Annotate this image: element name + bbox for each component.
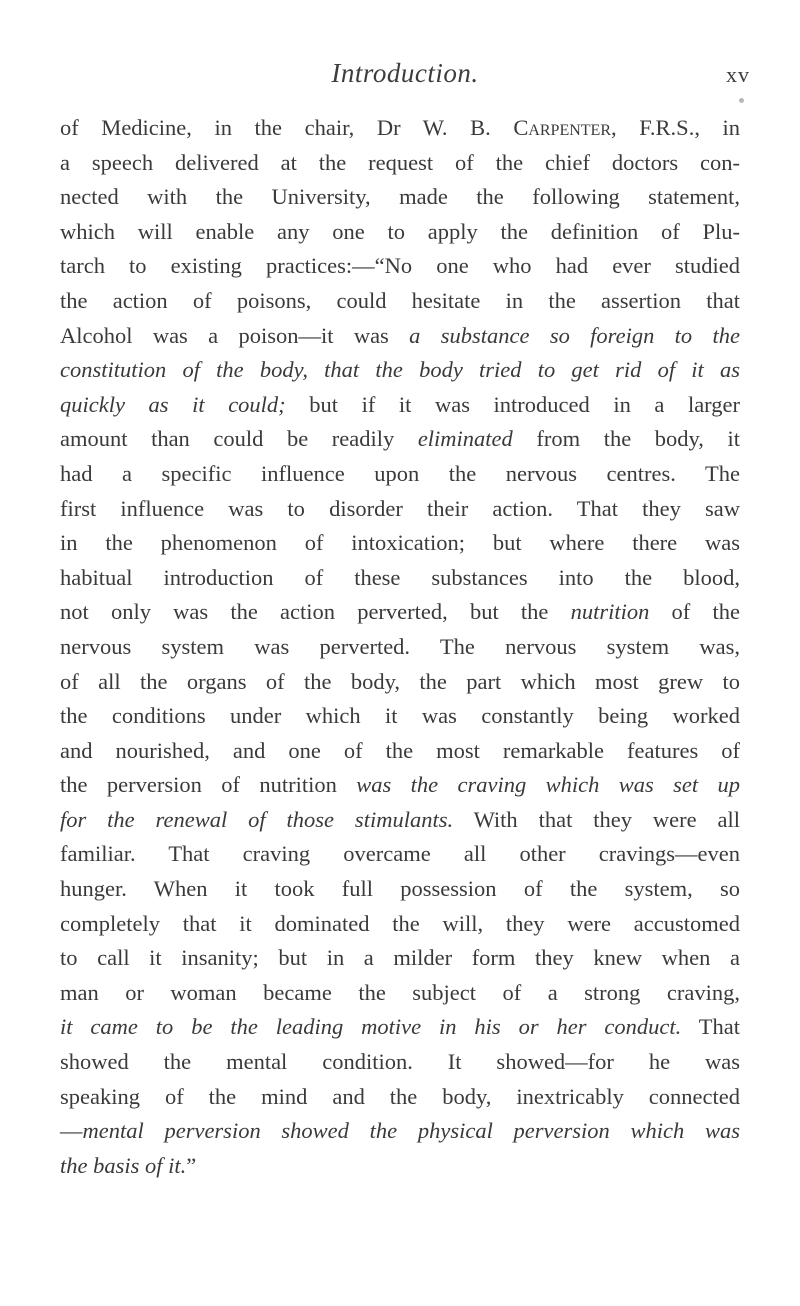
text-run: —: [60, 1118, 83, 1144]
text-line: [60, 388, 740, 423]
text-run: That: [681, 1014, 740, 1040]
text-line: [60, 492, 740, 527]
text-run: nected with the University, made the following statement,: [60, 184, 740, 210]
text-line: [60, 734, 740, 769]
text-run: Alcohol was a poison—it was: [60, 322, 410, 348]
text-run: of Medicine, in the chair, Dr W. B.: [60, 115, 514, 140]
text-run: from the body, it: [512, 426, 740, 452]
text-line: [60, 976, 740, 1011]
text-line: [60, 215, 740, 250]
text-line: [60, 561, 740, 596]
text-run: first influence was to disorder their action. That they saw: [60, 495, 740, 521]
text-run: the action of poisons, could hesitate in the assertion that: [60, 287, 740, 313]
text-line: [60, 284, 740, 319]
running-header: [60, 58, 750, 98]
italic-text: it came to be the leading motive in his or her conduct.: [60, 1014, 682, 1040]
text-line: [60, 111, 740, 146]
text-line: [60, 699, 740, 734]
text-line: [60, 249, 740, 284]
text-run: a speech delivered at the request of the chief doctors con-: [60, 149, 740, 175]
text-line: [60, 630, 740, 665]
text-line: [60, 768, 740, 803]
text-run: of the: [649, 599, 740, 625]
text-line: [60, 1149, 740, 1184]
text-line: [60, 803, 740, 838]
text-line: [60, 872, 740, 907]
text-line: [60, 1114, 740, 1149]
text-line: [60, 907, 740, 942]
italic-text: quickly as it could;: [60, 391, 286, 417]
italic-text: constitution of the body, that the body tried to get rid of it as: [60, 357, 740, 383]
text-line: [60, 422, 740, 457]
text-run: nervous system was perverted. The nervous system was,: [60, 633, 740, 659]
text-line: [60, 1045, 740, 1080]
text-run: hunger. When it took full possession of the system, so: [60, 876, 740, 902]
text-run: in the phenomenon of intoxication; but where there was: [60, 530, 740, 556]
text-line: [60, 941, 740, 976]
text-run: had a specific influence upon the nervous centres. The: [60, 460, 740, 486]
text-run: the conditions under which it was constantly being worked: [60, 703, 740, 729]
text-line: [60, 319, 740, 354]
text-run: tarch to existing practices:—“No one who had ever studied: [60, 253, 740, 279]
italic-text: eliminated: [417, 426, 513, 452]
italic-text: nutrition: [570, 599, 650, 625]
text-run: , F.R.S., in: [611, 115, 741, 140]
text-line: [60, 180, 740, 215]
body-text: [60, 111, 740, 1183]
text-run: ”: [186, 1152, 197, 1178]
text-run: habitual introduction of these substances into the blood,: [60, 564, 740, 590]
text-run: which will enable any one to apply the definition of Plu-: [60, 218, 740, 244]
text-run: With that they were all: [453, 806, 740, 832]
text-line: [60, 837, 740, 872]
small-caps-text: Carpenter: [513, 115, 612, 140]
ink-speck: [739, 98, 744, 103]
italic-text: a substance so foreign to the: [409, 322, 740, 348]
text-line: [60, 595, 740, 630]
italic-text: for the renewal of those stimulants.: [60, 806, 454, 832]
text-line: [60, 526, 740, 561]
text-line: [60, 665, 740, 700]
italic-text: the basis of it.: [60, 1152, 187, 1178]
text-line: [60, 457, 740, 492]
text-run: completely that it dominated the will, they were accustomed: [60, 910, 740, 936]
text-line: [60, 146, 740, 181]
text-line: [60, 353, 740, 388]
text-run: showed the mental condition. It showed—for he was: [60, 1049, 740, 1075]
italic-text: mental perversion showed the physical perversion which was: [82, 1118, 740, 1144]
text-run: to call it insanity; but in a milder form they knew when a: [60, 945, 740, 971]
text-run: man or woman became the subject of a strong craving,: [60, 979, 740, 1005]
text-line: [60, 1080, 740, 1115]
text-run: the perversion of nutrition: [60, 772, 357, 798]
page-number: xv: [726, 62, 750, 87]
text-run: of all the organs of the body, the part which most grew to: [60, 668, 740, 694]
running-head-title: Introduction.: [331, 58, 479, 88]
text-run: amount than could be readily: [60, 426, 418, 452]
text-run: but if it was introduced in a larger: [285, 391, 740, 417]
text-line: [60, 1010, 740, 1045]
text-run: speaking of the mind and the body, inextricably connected: [60, 1083, 740, 1109]
italic-text: was the craving which was set up: [356, 772, 741, 798]
text-run: not only was the action perverted, but the: [60, 599, 571, 625]
text-run: and nourished, and one of the most remarkable features of: [60, 737, 740, 763]
text-run: familiar. That craving overcame all other cravings—even: [60, 841, 740, 867]
